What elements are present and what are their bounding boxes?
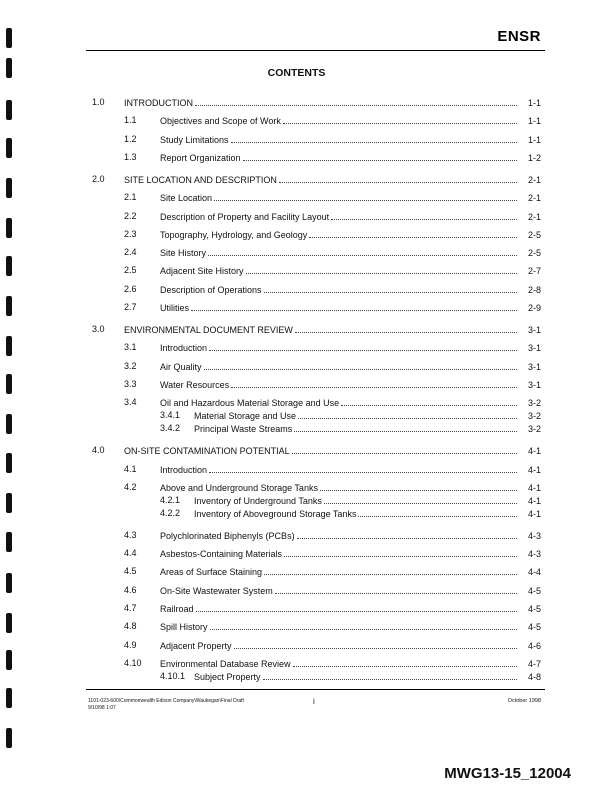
toc-entry-body [194, 410, 541, 421]
toc-entry [86, 508, 541, 521]
toc-page-number: 4-5 [527, 585, 541, 596]
toc-page-number: 2-1 [527, 174, 541, 185]
toc-entry-body [160, 640, 541, 651]
toc-entry-body [160, 361, 541, 372]
footer-file-path [88, 698, 244, 712]
toc-dot-leader [279, 174, 517, 183]
toc-section-number: 2.3 [124, 228, 137, 239]
toc-dot-leader [295, 324, 517, 333]
toc-page-number: 4-1 [527, 482, 541, 493]
company-logo: ENSR [497, 28, 541, 45]
toc-section-title: INTRODUCTION [124, 98, 193, 108]
toc-page-number: 4-8 [527, 671, 541, 682]
toc-dot-leader [294, 423, 517, 432]
toc-entry [86, 621, 541, 634]
toc-entry [86, 603, 541, 616]
toc-entry [86, 530, 541, 543]
toc-section-number: 2.0 [92, 173, 105, 184]
toc-dot-leader [191, 302, 517, 311]
toc-dot-leader [298, 410, 517, 419]
toc-dot-leader [246, 265, 517, 274]
toc-section-number: 4.4 [124, 548, 137, 559]
toc-page-number: 4-7 [527, 658, 541, 669]
toc-entry-body [160, 658, 541, 669]
toc-page-number: 3-2 [527, 398, 541, 409]
toc-entry-body [160, 621, 541, 632]
toc-entry-body [194, 495, 541, 506]
toc-section-title: On-Site Wastewater System [160, 585, 273, 596]
toc-section-title: Introduction [160, 343, 208, 354]
toc-section-title: Inventory of Aboveground Storage Tanks [194, 508, 357, 519]
toc-page-number: 2-5 [527, 248, 541, 259]
toc-entry-body [160, 192, 541, 203]
toc-section-title: Principal Waste Streams [194, 424, 293, 435]
toc-page-number: 1-1 [527, 116, 541, 127]
toc-entry [86, 495, 541, 508]
toc-entry-body [160, 211, 541, 222]
toc-section-number: 4.2 [124, 481, 137, 492]
toc-entry-body [124, 445, 541, 456]
toc-page-number: 2-7 [527, 266, 541, 277]
toc-entry-body [124, 97, 541, 108]
toc-entry [86, 115, 541, 128]
toc-entry [86, 324, 541, 337]
toc-section-number: 4.8 [124, 621, 137, 632]
binder-hole-marks [6, 28, 18, 768]
toc-entry [86, 658, 541, 671]
toc-section-number: 3.4 [124, 397, 137, 408]
toc-dot-leader [275, 585, 517, 594]
toc-entry [86, 247, 541, 260]
toc-dot-leader [331, 211, 517, 220]
toc-section-number: 4.10.1 [160, 670, 186, 681]
toc-page-number: 4-6 [527, 640, 541, 651]
toc-dot-leader [293, 658, 517, 667]
toc-section-title: Adjacent Site History [160, 266, 244, 277]
toc-entry-body [160, 566, 541, 577]
toc-entry [86, 640, 541, 653]
toc-entry [86, 566, 541, 579]
toc-page-number: 3-1 [527, 379, 541, 390]
toc-entry-body [160, 585, 541, 596]
toc-dot-leader [204, 361, 517, 370]
toc-section-title: Water Resources [160, 379, 230, 390]
toc-section-title: Site Location [160, 193, 213, 204]
toc-page-number: 1-1 [527, 98, 541, 108]
toc-entry-body [160, 548, 541, 559]
toc-section-title: Description of Property and Facility Layout [160, 211, 330, 222]
toc-page-number: 2-8 [527, 284, 541, 295]
toc-section-number: 2.4 [124, 247, 137, 258]
toc-section-title: Air Quality [160, 361, 202, 372]
toc-page-number: 2-1 [527, 211, 541, 222]
toc-entry-body [160, 115, 541, 126]
toc-page-number: 3-1 [527, 343, 541, 354]
toc-page-number: 4-4 [527, 567, 541, 578]
toc-dot-leader [292, 445, 517, 454]
toc-entry-body [160, 247, 541, 258]
toc-section-number: 1.1 [124, 115, 137, 126]
toc-section-title: Asbestos-Containing Materials [160, 549, 283, 560]
toc-section-title: Site History [160, 248, 207, 259]
toc-entry [86, 265, 541, 278]
toc-entry [86, 284, 541, 297]
toc-section-number: 4.9 [124, 639, 137, 650]
toc-entry [86, 211, 541, 224]
toc-page-number: 4-1 [527, 464, 541, 475]
toc-page-number: 4-1 [527, 495, 541, 506]
page-number: i [313, 697, 315, 706]
toc-dot-leader [210, 621, 517, 630]
toc-page-number: 3-2 [527, 411, 541, 422]
toc-page-number: 4-3 [527, 549, 541, 560]
toc-section-number: 4.0 [92, 445, 105, 456]
toc-section-title: Adjacent Property [160, 640, 232, 651]
toc-entry [86, 379, 541, 392]
toc-section-title: Material Storage and Use [194, 411, 297, 422]
toc-section-number: 4.5 [124, 566, 137, 577]
toc-section-number: 4.10 [124, 657, 142, 668]
toc-dot-leader [195, 97, 517, 106]
toc-page-number: 1-2 [527, 152, 541, 163]
toc-page-number: 2-1 [527, 193, 541, 204]
toc-dot-leader [284, 548, 517, 557]
toc-dot-leader [208, 247, 517, 256]
toc-entry [86, 152, 541, 165]
toc-page-number: 3-1 [527, 325, 541, 335]
toc-entry [86, 548, 541, 561]
toc-entry-body [160, 134, 541, 145]
toc-section-number: 4.6 [124, 584, 137, 595]
toc-entry [86, 397, 541, 410]
toc-dot-leader [209, 464, 517, 473]
toc-section-number: 1.0 [92, 97, 105, 107]
toc-page-number: 4-5 [527, 622, 541, 633]
toc-entry [86, 410, 541, 423]
toc-entry-body [160, 530, 541, 541]
toc-entry-body [194, 423, 541, 434]
toc-dot-leader [234, 640, 517, 649]
toc-section-number: 4.2.1 [160, 494, 181, 505]
header-rule [86, 50, 545, 51]
toc-section-number: 4.1 [124, 463, 137, 474]
toc-section-title: SITE LOCATION AND DESCRIPTION [124, 174, 277, 185]
toc-entry-body [160, 284, 541, 295]
toc-section-number: 4.2.2 [160, 507, 181, 518]
toc-section-title: Polychlorinated Biphenyls (PCBs) [160, 530, 295, 541]
toc-section-number: 4.7 [124, 603, 137, 613]
toc-entry [86, 342, 541, 355]
toc-entry-body [160, 152, 541, 163]
toc-dot-leader [231, 134, 517, 143]
toc-dot-leader [264, 566, 517, 575]
toc-section-number: 2.2 [124, 210, 137, 221]
toc-section-title: Description of Operations [160, 284, 262, 295]
footer-path-line: 1101-023-600\Commonwealth Edison Company\Waukegan\Final Draft [88, 698, 244, 704]
toc-entry-body [160, 603, 541, 614]
toc-section-title: Subject Property [194, 671, 261, 682]
toc-section-title: Objectives and Scope of Work [160, 116, 281, 127]
toc-dot-leader [324, 495, 517, 504]
toc-entry [86, 302, 541, 315]
footer-date: October 1998 [507, 698, 541, 704]
toc-entry [86, 445, 541, 458]
toc-entry-body [160, 229, 541, 240]
toc-dot-leader [264, 284, 517, 293]
toc-dot-leader [214, 192, 517, 201]
toc-entry-body [160, 265, 541, 276]
toc-entry-body [194, 508, 541, 519]
toc-dot-leader [358, 508, 517, 517]
toc-section-number: 2.5 [124, 265, 137, 276]
toc-page-number: 4-3 [527, 530, 541, 541]
toc-section-number: 3.3 [124, 378, 137, 389]
toc-entry [86, 229, 541, 242]
toc-entry [86, 97, 541, 110]
toc-page-number: 1-1 [527, 134, 541, 145]
toc-entry [86, 174, 541, 187]
toc-section-title: Topography, Hydrology, and Geology [160, 229, 308, 240]
toc-section-title: ENVIRONMENTAL DOCUMENT REVIEW [124, 325, 293, 335]
toc-entry [86, 192, 541, 205]
toc-section-number: 1.3 [124, 151, 137, 162]
toc-dot-leader [243, 152, 517, 161]
toc-page-number: 2-9 [527, 303, 541, 313]
footer-date-line: 9/10/98 1:07 [88, 705, 116, 711]
toc-page-number: 3-2 [527, 424, 541, 435]
toc-section-title: Areas of Surface Staining [160, 567, 263, 578]
toc-entry [86, 361, 541, 374]
toc-dot-leader [309, 229, 517, 238]
toc-entry [86, 671, 541, 684]
toc-dot-leader [283, 115, 517, 124]
toc-dot-leader [231, 379, 517, 388]
toc-dot-leader [196, 603, 517, 612]
toc-section-number: 2.6 [124, 283, 137, 294]
toc-section-number: 4.3 [124, 529, 137, 540]
toc-dot-leader [320, 482, 517, 491]
toc-dot-leader [209, 342, 517, 351]
toc-entry [86, 423, 541, 436]
toc-section-title: Utilities [160, 303, 190, 313]
toc-section-title: Study Limitations [160, 134, 229, 145]
toc-section-title: Environmental Database Review [160, 658, 291, 669]
toc-section-title: Railroad [160, 604, 194, 614]
toc-page-number: 2-5 [527, 229, 541, 240]
toc-section-title: Above and Underground Storage Tanks [160, 482, 318, 493]
toc-entry-body [124, 324, 541, 335]
toc-entry [86, 585, 541, 598]
toc-section-number: 2.7 [124, 302, 137, 312]
toc-section-number: 2.1 [124, 192, 137, 203]
toc-entry-body [160, 397, 541, 408]
toc-section-title: Oil and Hazardous Material Storage and Use [160, 398, 340, 409]
toc-dot-leader [263, 671, 517, 680]
toc-section-number: 3.4.2 [160, 423, 181, 434]
toc-page-number: 4-5 [527, 604, 541, 614]
toc-entry [86, 134, 541, 147]
toc-page-number: 4-1 [527, 446, 541, 457]
footer-rule [86, 689, 545, 690]
toc-section-number: 1.2 [124, 133, 137, 144]
page-title: CONTENTS [267, 67, 326, 79]
toc-section-title: Report Organization [160, 152, 241, 163]
toc-entry-body [124, 174, 541, 185]
document-id-stamp: MWG13-15_12004 [444, 765, 571, 782]
toc-section-number: 3.1 [124, 342, 137, 353]
toc-section-title: Spill History [160, 622, 208, 633]
toc-dot-leader [297, 530, 517, 539]
toc-section-title: Introduction [160, 464, 208, 475]
toc-entry [86, 482, 541, 495]
toc-entry-body [160, 464, 541, 475]
toc-dot-leader [341, 397, 517, 406]
toc-section-title: ON-SITE CONTAMINATION POTENTIAL [124, 446, 290, 457]
toc-section-title: Inventory of Underground Tanks [194, 495, 322, 506]
toc-page-number: 3-1 [527, 361, 541, 372]
toc-section-number: 3.2 [124, 360, 137, 371]
toc-page-number: 4-1 [527, 508, 541, 519]
toc-entry-body [160, 379, 541, 390]
toc-entry-body [160, 482, 541, 493]
toc-entry [86, 464, 541, 477]
toc-entry-body [194, 671, 541, 682]
toc-entry-body [160, 342, 541, 353]
toc-section-number: 3.4.1 [160, 410, 181, 421]
toc-section-number: 3.0 [92, 324, 105, 334]
toc-entry-body [160, 302, 541, 313]
